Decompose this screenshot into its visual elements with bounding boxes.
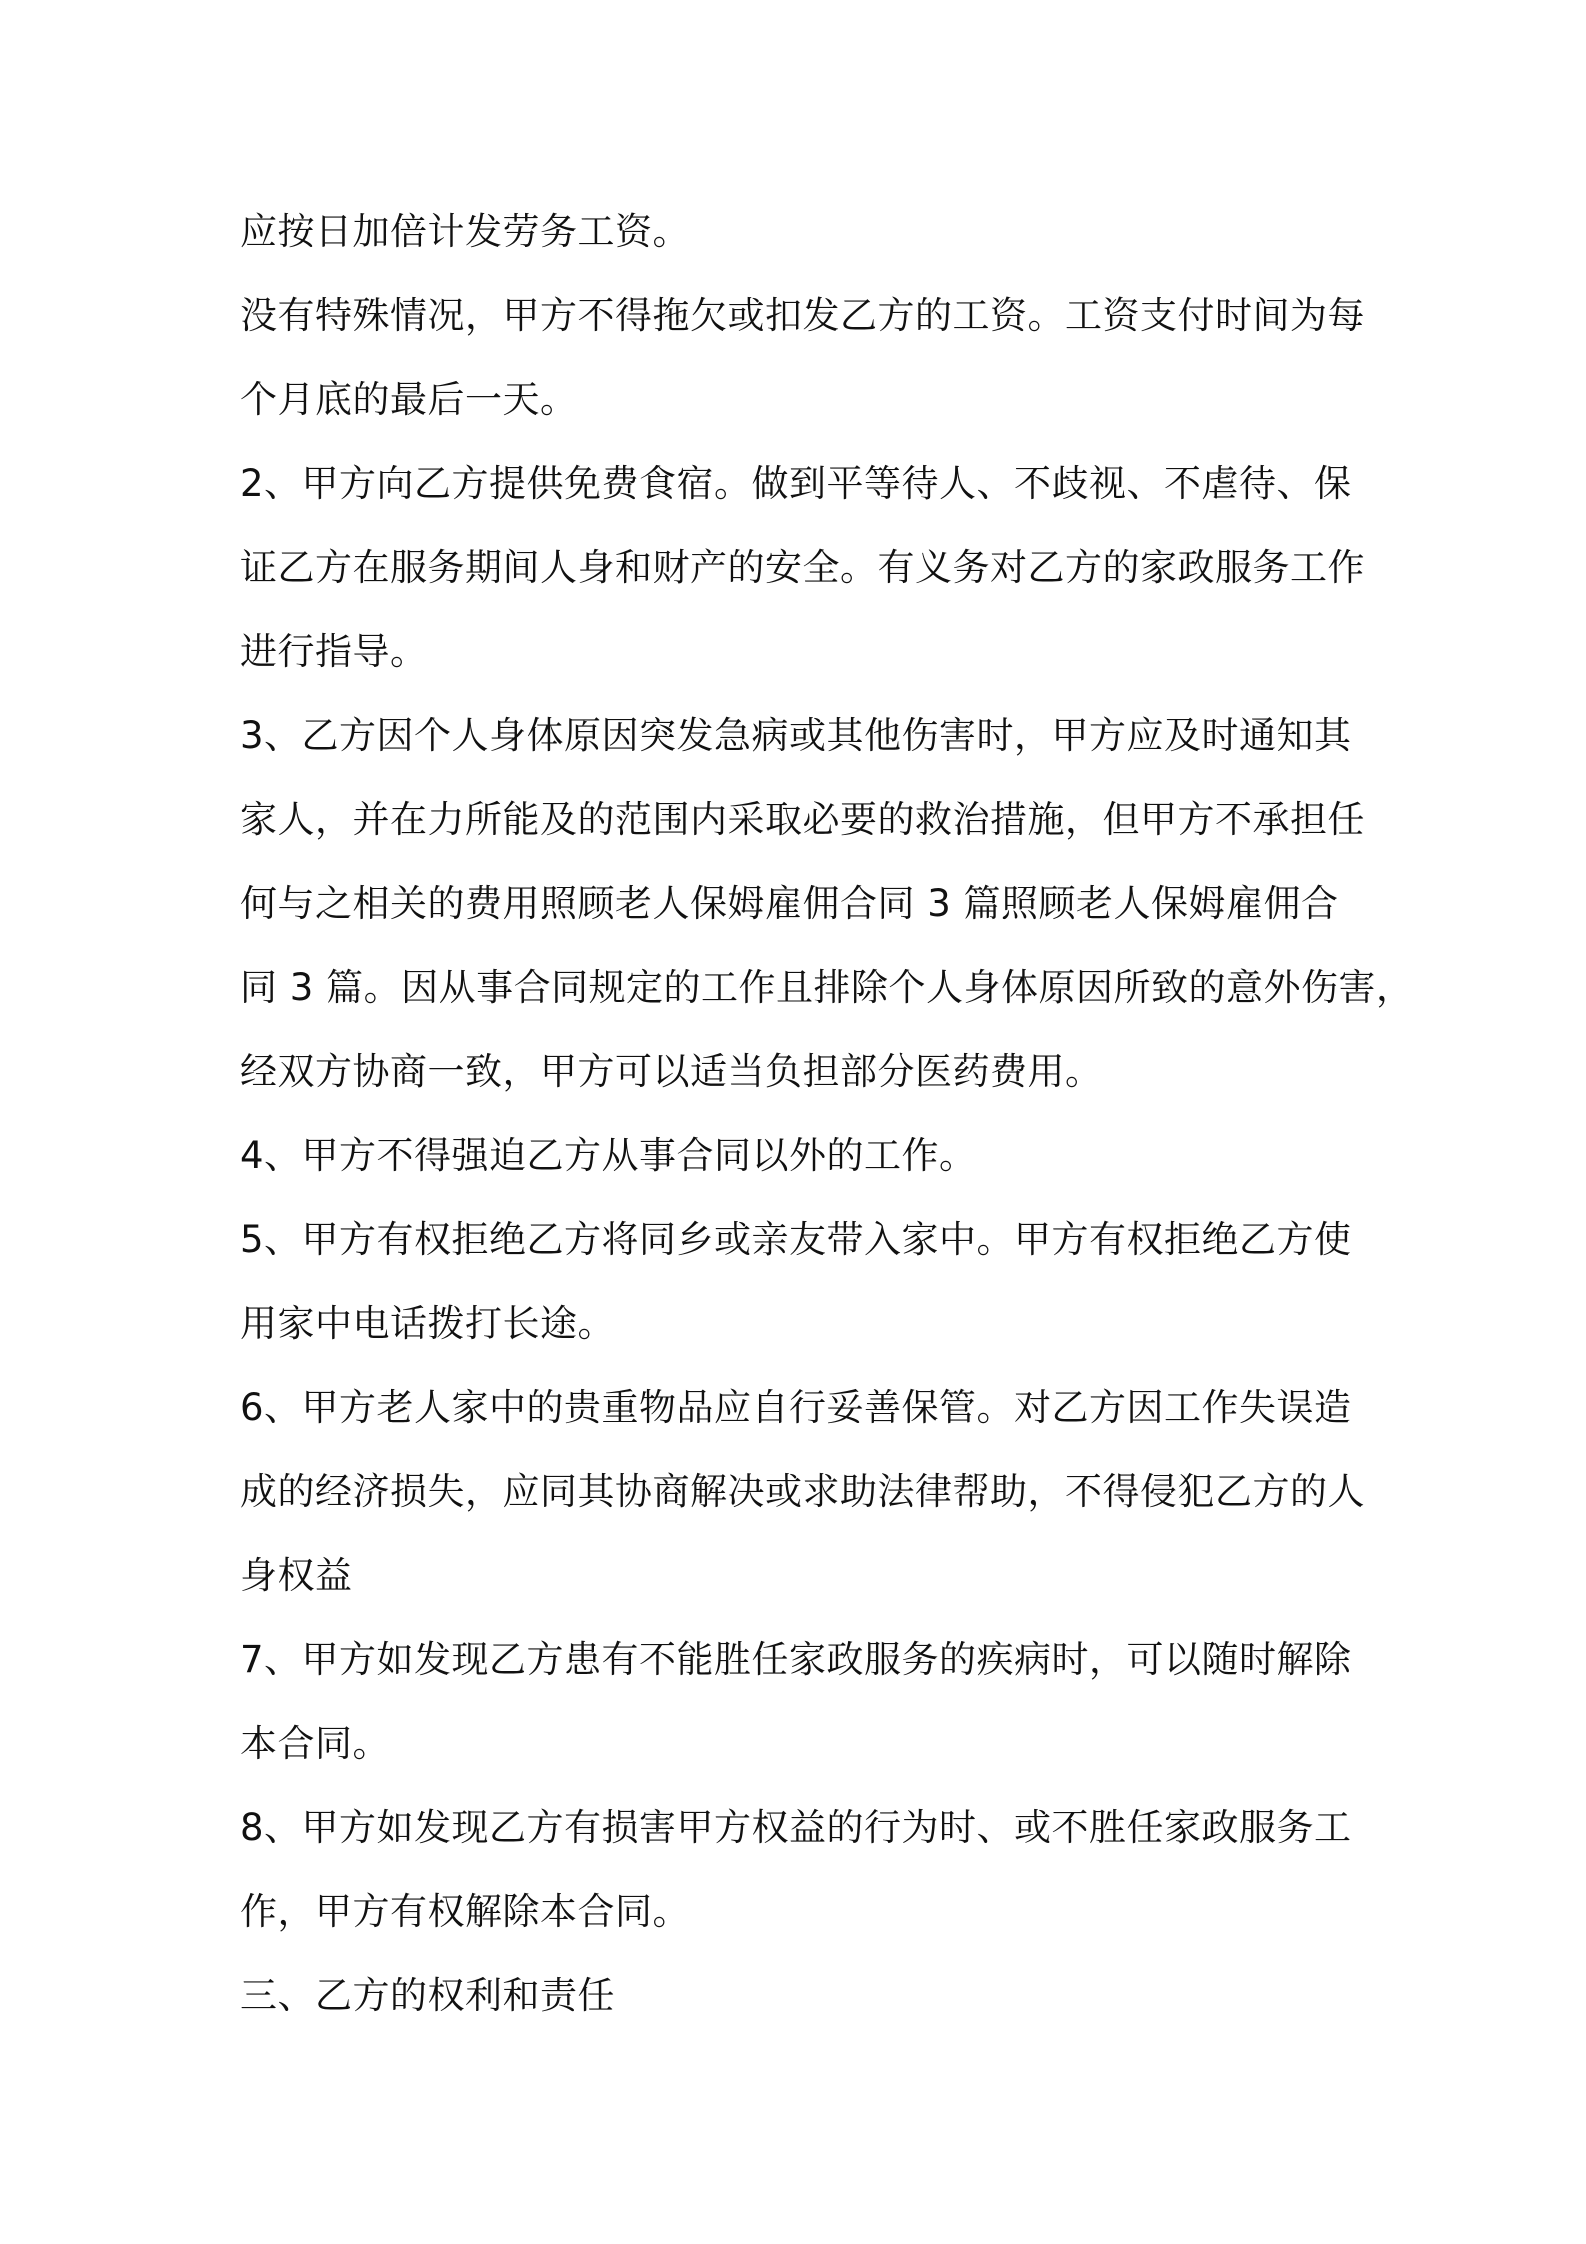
text-line: 4、甲方不得强迫乙方从事合同以外的工作。 (240, 1134, 977, 1177)
text-line: 作，甲方有权解除本合同。 (240, 1890, 690, 1933)
text-line: 8、甲方如发现乙方有损害甲方权益的行为时、或不胜任家政服务工 (240, 1806, 1352, 1849)
text-line: 用家中电话拨打长途。 (240, 1302, 615, 1345)
text-line: 本合同。 (240, 1722, 390, 1765)
text-line: 应按日加倍计发劳务工资。 (240, 210, 690, 253)
text-line: 家人，并在力所能及的范围内采取必要的救治措施，但甲方不承担任 (240, 798, 1365, 841)
text-line: 证乙方在服务期间人身和财产的安全。有义务对乙方的家政服务工作 (240, 546, 1365, 589)
text-line: 成的经济损失，应同其协商解决或求助法律帮助，不得侵犯乙方的人 (240, 1470, 1365, 1513)
text-line: 个月底的最后一天。 (240, 378, 578, 421)
text-line: 2、甲方向乙方提供免费食宿。做到平等待人、不歧视、不虐待、保 (240, 462, 1352, 505)
text-line: 同 3 篇。因从事合同规定的工作且排除个人身体原因所致的意外伤害， (240, 966, 1414, 1009)
text-line: 何与之相关的费用照顾老人保姆雇佣合同 3 篇照顾老人保姆雇佣合 (240, 882, 1339, 925)
text-line: 进行指导。 (240, 630, 428, 673)
text-line: 7、甲方如发现乙方患有不能胜任家政服务的疾病时，可以随时解除 (240, 1638, 1352, 1681)
section-heading: 三、乙方的权利和责任 (240, 1974, 615, 2017)
text-line: 3、乙方因个人身体原因突发急病或其他伤害时，甲方应及时通知其 (240, 714, 1352, 757)
text-line: 身权益 (240, 1554, 353, 1597)
text-line: 6、甲方老人家中的贵重物品应自行妥善保管。对乙方因工作失误造 (240, 1386, 1352, 1429)
text-line: 没有特殊情况，甲方不得拖欠或扣发乙方的工资。工资支付时间为每 (240, 294, 1365, 337)
text-line: 经双方协商一致，甲方可以适当负担部分医药费用。 (240, 1050, 1103, 1093)
document-body (240, 190, 1414, 2038)
text-line: 5、甲方有权拒绝乙方将同乡或亲友带入家中。甲方有权拒绝乙方使 (240, 1218, 1352, 1261)
